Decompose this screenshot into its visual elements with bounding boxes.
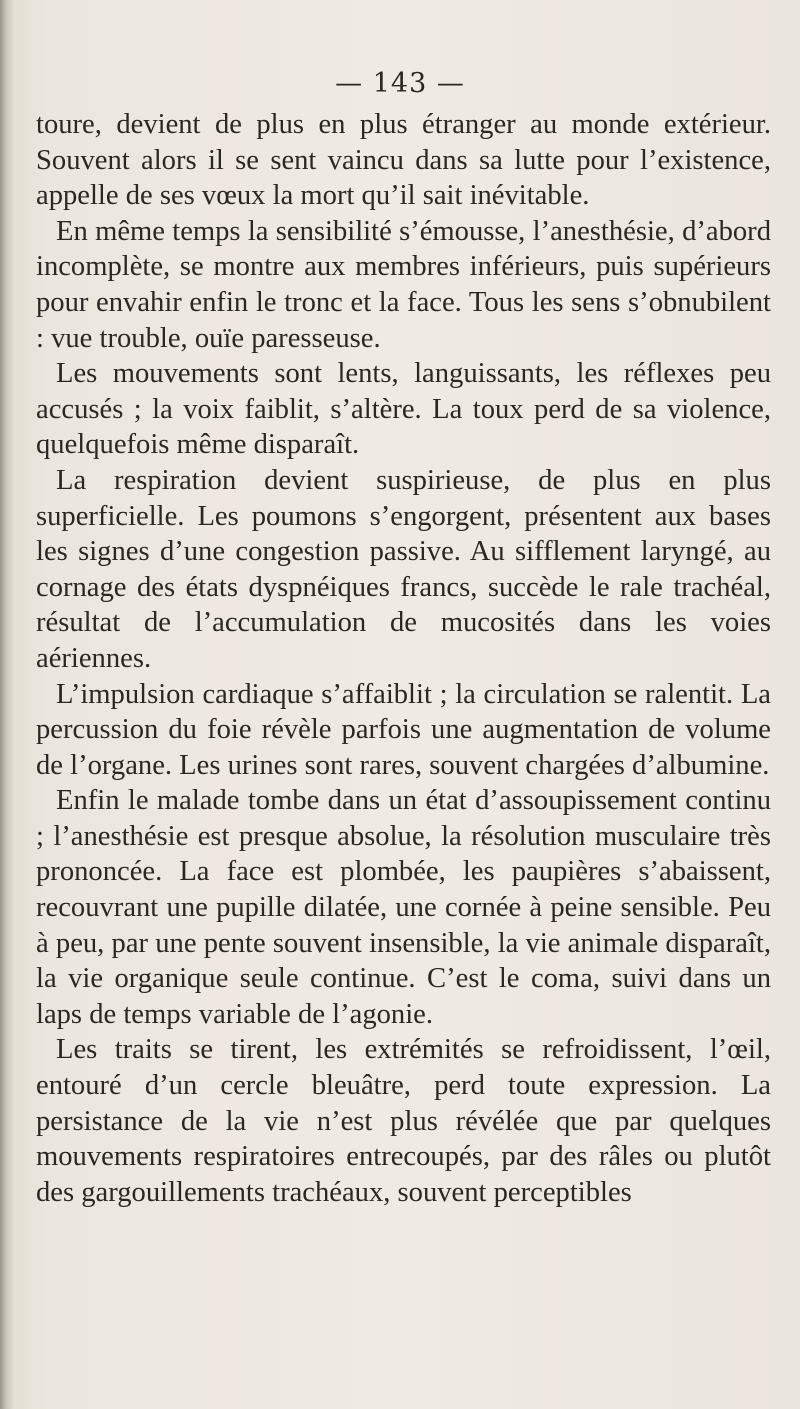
page-gutter-shadow [0, 0, 14, 1409]
paragraph-1: toure, devient de plus en plus étranger au monde extérieur. Souvent alors il se sent vaincu dans sa lutte pour l’existence, appelle de ses vœux la mort qu’il sait inévitable. [36, 109, 771, 212]
body-text [36, 107, 771, 1210]
paragraph-3: Les mouvements sont lents, languissants, les réflexes peu accusés ; la voix faiblit, s’altère. La toux perd de sa violence, quelquefois même disparaît. [36, 358, 771, 461]
paragraph-6: Enfin le malade tombe dans un état d’assoupissement continu ; l’anesthésie est presque absolue, la résolution musculaire très prononcée. La face est plombée, les paupières s’abaissent, recouvrant une pupille dilatée, une cornée à peine sensible. Peu à peu, par une pente souvent insensible, la vie animale disparaît, la vie organique seule continue. C’est le coma, suivi dans un laps de temps variable de l’agonie. [36, 785, 771, 1030]
page-number: — 143 — [335, 68, 465, 99]
paragraph-4: La respiration devient suspirieuse, de plus en plus superficielle. Les poumons s’engorgent, présentent aux bases les signes d’une congestion passive. Au sifflement laryngé, au cornage des états dyspnéiques francs, succède le rale trachéal, résultat de l’accumulation de mucosités dans les voies aériennes. [36, 464, 771, 674]
paragraph-5: L’impulsion cardiaque s’affaiblit ; la circulation se ralentit. La percussion du foie révèle parfois une augmentation de volume de l’organe. Les urines sont rares, souvent chargées d’albumine. [36, 678, 771, 781]
paragraph-7: Les traits se tirent, les extrémités se refroidissent, l’œil, entouré d’un cercle bleuâtre, perd toute expression. La persistance de la vie n’est plus révélée que par quelques mouvements respiratoires entrecoupés, par des râles ou plutôt des gargouillements trachéaux, souvent perceptibles [36, 1034, 771, 1208]
paragraph-2: En même temps la sensibilité s’émousse, l’anesthésie, d’abord incomplète, se montre aux membres inférieurs, puis supérieurs pour envahir enfin le tronc et la face. Tous les sens s’obnubilent : vue trouble, ouïe paresseuse. [36, 215, 771, 354]
